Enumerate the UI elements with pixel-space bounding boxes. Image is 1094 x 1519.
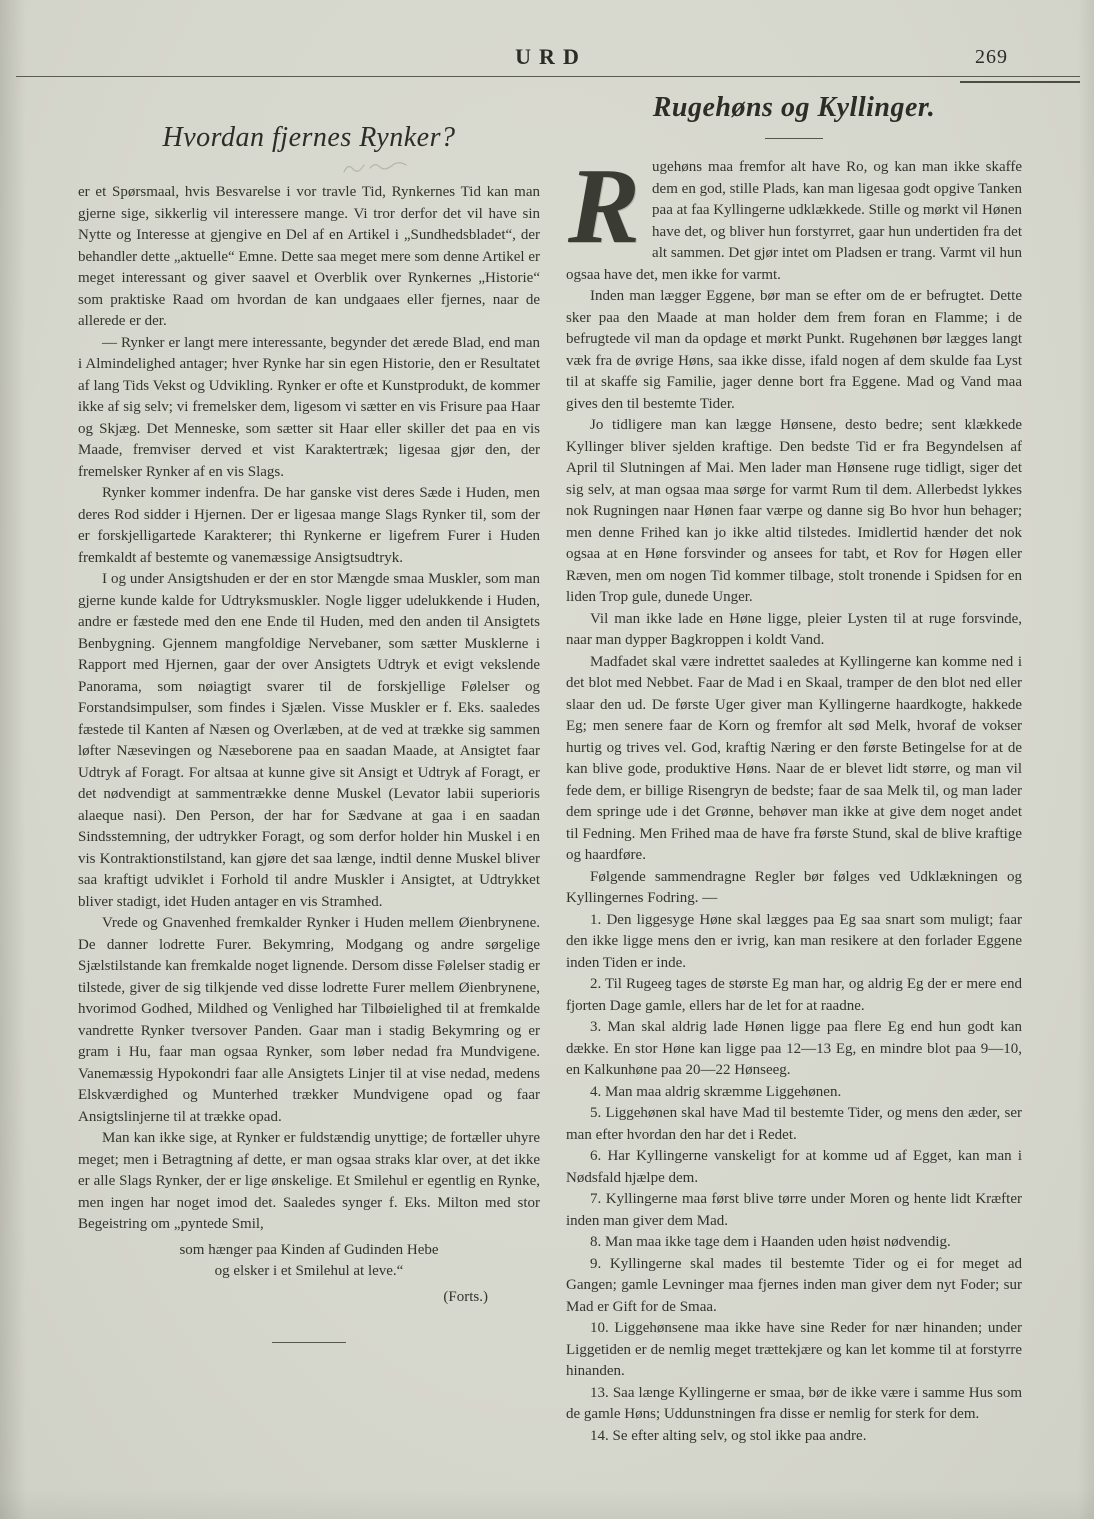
rule-item: 1. Den liggesyge Høne skal lægges paa Eg saa snart som muligt; faar den ikke ligge mens den er ivrig, kan man resikere at den forlader Eggene inden Tiden er inde. xyxy=(566,911,1022,971)
right-title-rule xyxy=(765,138,823,139)
verse-quote xyxy=(78,1240,540,1283)
paragraph: — Rynker er langt mere interessante, begynder det ærede Blad, end man i Almindelighed antager; hver Rynke har sin egen Historie, den er Resultatet af lang Tids Vekst og Udvikling. Rynker er ofte et Kunstprodukt, de kommer ikke af sig selv; vi fremelsker dem, ligesom vi sætter en vis Frisure paa Haar og Skjæg. Det Menneske, som sætter sit Haar eller skiller det paa en vis Maade, fremviser derved et vist Karaktertræk; ligesaa gjør den, der fremelsker Rynker af en vis Slags. xyxy=(78,334,540,480)
paragraph: Madfadet skal være indrettet saaledes at Kyllingerne kan komme ned i det blot med Nebbet. Faar de Mad i en Skaal, tramper de den blot ned eller slaar den ud. De første Uger giver man Kyllingerne haardkogte, hakkede Eg; men senere faar de Korn og fremfor alt sød Melk, hvoraf de vokser hurtig og trives vel. God, kraftig Næring er den første Betingelse for at de kan blive gode, produktive Høns. Naar de er blevet lidt større, og man vil fede dem, er billige Risengryn de bedste; faar de saa Melk til, og man lader dem springe ude i det Grønne, behøver man ikke at give dem noget andet til Fedning. Men Frihed maa de have fra første Stund, skal de blive kraftige og haardføre. xyxy=(566,653,1022,863)
rule-item: 5. Liggehønen skal have Mad til bestemte Tider, og mens den æder, ser man efter hvordan den har det i Redet. xyxy=(566,1105,1022,1143)
verse-line: som hænger paa Kinden af Gudinden Hebe xyxy=(179,1241,439,1258)
article-right xyxy=(566,84,1022,1447)
right-article-body xyxy=(566,286,1022,910)
continuation-note: (Forts.) xyxy=(443,1288,488,1305)
paragraph: Inden man lægger Eggene, bør man se efter om de er befrugtet. Dette sker paa den Maade at man holder dem frem foran en Flamme; i de befrugtede vil man da opdage et mørkt Punkt. Rugehønen bør lægges langt væk fra de øvrige Høns, saa ikke disse, ifald nogen af dem skulde faa Lyst til at skaffe sig Familie, jager denne bort fra Eggene. Mad og Vand maa gives den til bestemte Tider. xyxy=(566,288,1022,412)
rule-item: 2. Til Rugeeg tages de største Eg man har, og aldrig Eg der er mere end fjorten Dage gamle, ellers har de let for at raadne. xyxy=(566,976,1022,1014)
right-article-title: Rugehøns og Kyllinger. xyxy=(652,92,936,123)
rule-item: 13. Saa længe Kyllingerne er smaa, bør de ikke være i samme Hus som de gamle Høns; Uddunstningen fra disse er nemlig for sterk for dem. xyxy=(566,1384,1022,1422)
paragraph: Rynker kommer indenfra. De har ganske vist deres Sæde i Huden, men deres Rod sidder i Hjernen. Der er ligesaa mange Slags Rynker til, som der er forskjelligartede Karakterer; thi Rynkerne er ligefrem Furer i Huden fremkaldt af bestemte og vanemæssige Ansigtsudtryk. xyxy=(78,485,540,566)
paragraph: Følgende sammendragne Regler bør følges ved Udklækningen og Kyllingernes Fodring. — xyxy=(566,868,1022,906)
rule-item: 3. Man skal aldrig lade Hønen ligge paa flere Eg end hun godt kan dække. En stor Høne kan ligge paa 12—13 Eg, en mindre blot paa 9—10, en Kalkunhøne paa 20—22 Hønseeg. xyxy=(566,1019,1022,1078)
page-columns xyxy=(78,84,1022,1447)
page-header xyxy=(0,0,1094,76)
rule-item: 10. Liggehønsene maa ikke have sine Reder for nær hinanden; under Liggetiden er de nemlig meget trættekjære og kan let komme til at forstyrre hinanden. xyxy=(566,1320,1022,1379)
paragraph: I og under Ansigtshuden er der en stor Mængde smaa Muskler, som man gjerne kunde kalde for Udtryksmuskler. Nogle ligger udelukkende i Huden, andre er fæstede med den ene Ende til Huden, med den anden til Ansigtets Benbygning. Gjennem mangfoldige Nervebaner, som sætter Musklerne i Rapport med Hjernen, gaar der over Ansigtets Udtryk et evigt vekslende Panorama, som nøiagtigt svarer til de forskjellige Følelser og Forstandsimpulser, som findes i Sjælen. Visse Muskler er f. Eks. saaledes fæstede til Kanten af Næsen og Overlæben, at de ved at trække sig sammen løfter Næsevingen og Næseborene paa en saadan Maade, at Ansigtet faar Udtryk af Foragt. For altsaa at kunne give sit Ansigt et Udtryk af Foragt, er det nødvendigt at sammentrække denne Muskel (Levator labii superioris alaeque nasi). Den Person, der har for Sædvane at gaa i en saadan Sindsstemning, der udtrykker Foragt, og som derfor holder hin Muskel i en vis Kontraktionstilstand, kan gjøre det saa længe, indtil denne Muskel bliver saa kraftigt udviklet i Forhold til andre Muskler i Ansigtet, at Udtrykket bliver stadigt, idet Huden antager en vis Stramhed. xyxy=(78,571,540,910)
masthead-title: URD xyxy=(515,44,587,69)
header-rule xyxy=(16,76,1080,77)
rule-item: 4. Man maa aldrig skræmme Liggehønen. xyxy=(590,1083,842,1100)
rules-list xyxy=(566,910,1022,1448)
rule-item: 14. Se efter alting selv, og stol ikke paa andre. xyxy=(590,1427,867,1444)
paragraph: Jo tidligere man kan lægge Hønsene, desto bedre; sent klækkede Kyllinger bliver sjelden kraftige. Den bedste Tid er fra Begyndelsen af April til Slutningen af Mai. Men lader man Hønsene ruge tidligt, siger det sig selv, at man ogsaa maa sørge for varmt Rum til dem. Allerbedst lykkes nok Rugningen naar Hønen faar værpe og danne sig Bo hvor hun behager; men denne Frihed kan jo ikke altid tilstedes. Imidlertid hænder det nok ogsaa at en Høne forsvinder og ansees for tabt, et Rov for Høgen eller Ræven, men om nogen Tid kommer tilbage, stolt tronende i Spidsen for en liden Trop gule, dunede Unger. xyxy=(566,417,1022,605)
left-column-end-rule xyxy=(272,1342,346,1343)
dropcap-initial: R xyxy=(568,147,641,266)
left-article-title: Hvordan fjernes Rynker? xyxy=(162,122,456,153)
paragraph: er et Spørsmaal, hvis Besvarelse i vor travle Tid, Rynkernes Tid kan man gjerne sige, sikkerlig vil interessere mange. Vi tror derfor det vil have sin Nytte og Interesse at gjengive en Del af en Artikel i „Sundhedsbladet“, der behandler dette „aktuelle“ Emne. Dette saa meget mere som denne Artikel er meget interessant og giver saavel et Overblik over Rynkernes „Historie“ som praktiske Raad om hvordan de kan undgaaes eller fjernes, naar de allerede er der. xyxy=(78,184,540,329)
pencil-scribble xyxy=(78,158,540,182)
pencil-scribble-icon xyxy=(340,158,412,178)
paragraph: Vil man ikke lade en Høne ligge, pleier Lysten til at ruge forsvinde, naar man dypper Bagkroppen i koldt Vand. xyxy=(566,610,1022,648)
intro-paragraph xyxy=(566,147,1022,286)
verse-line: og elsker i et Smilehul at leve.“ xyxy=(214,1263,404,1279)
header-rule-accent xyxy=(960,81,1080,83)
rule-item: 6. Har Kyllingerne vanskeligt for at komme ud af Egget, kan man i Nødsfald hjælpe dem. xyxy=(566,1148,1022,1186)
rule-item: 8. Man maa ikke tage dem i Haanden uden høist nødvendig. xyxy=(590,1234,951,1250)
paragraph: Man kan ikke sige, at Rynker er fuldstændig unyttige; de fortæller uhyre meget; men i Betragtning af dette, er man ogsaa straks klar over, at det ikke er alle Slags Rynker, der er lige ønskelige. Et Smilehul er egentlig en Rynke, men ingen har noget imod det. Saaledes synger f. Eks. Milton med stor Begeistring om „pyntede Smil, xyxy=(78,1130,540,1232)
intro-text: ugehøns maa fremfor alt have Ro, og kan man ikke skaffe dem en god, stille Plads, kan man ligesaa godt opgive Tanken paa at faa Kyllingerne udklækkede. Stille og mørkt vil Hønen have det, og bliver hun forstyrret, gaar hun undertiden fra det alt sammen. Det gjør intet om Pladsen er trang. Varmt vil hun ogsaa have det, men ikke for varmt. xyxy=(566,159,1022,283)
article-left xyxy=(78,84,540,1343)
rule-item: 9. Kyllingerne skal mades til bestemte Tider og ei for meget ad Gangen; gamle Levninger maa fjernes inden man giver dem nyt Foder; sur Mad er Gift for de Smaa. xyxy=(566,1255,1022,1315)
paragraph: Vrede og Gnavenhed fremkalder Rynker i Huden mellem Øienbrynene. De danner lodrette Furer. Bekymring, Modgang og andre sørgelige Sjælstilstande kan fremkalde noget lignende. Dersom disse Følelser stadig er tilstede, giver de sig tilkjende ved disse lodrette Furer mellem Øienbrynene, hvorimod Godhed, Mildhed og Venlighed har Tilbøielighed til at fremkalde vandrette Rynker tversover Panden. Gaar man i stadig Bekymring og er gram i Hu, faar man ogsaa Rynker, som løber nedad fra Mundvigene. Vanemæssig Hypokondri faar alle Ansigtets Linjer til at vise nedad, medens Elskværdighed og Munterhed trækker Mundvigene opad og faar Ansigtslinjerne til at trække opad. xyxy=(78,915,540,1125)
page-number: 269 xyxy=(975,46,1008,68)
rule-item: 7. Kyllingerne maa først blive tørre under Moren og hente lidt Kræfter inden man giver dem Mad. xyxy=(566,1191,1022,1229)
left-article-body xyxy=(78,182,540,1236)
